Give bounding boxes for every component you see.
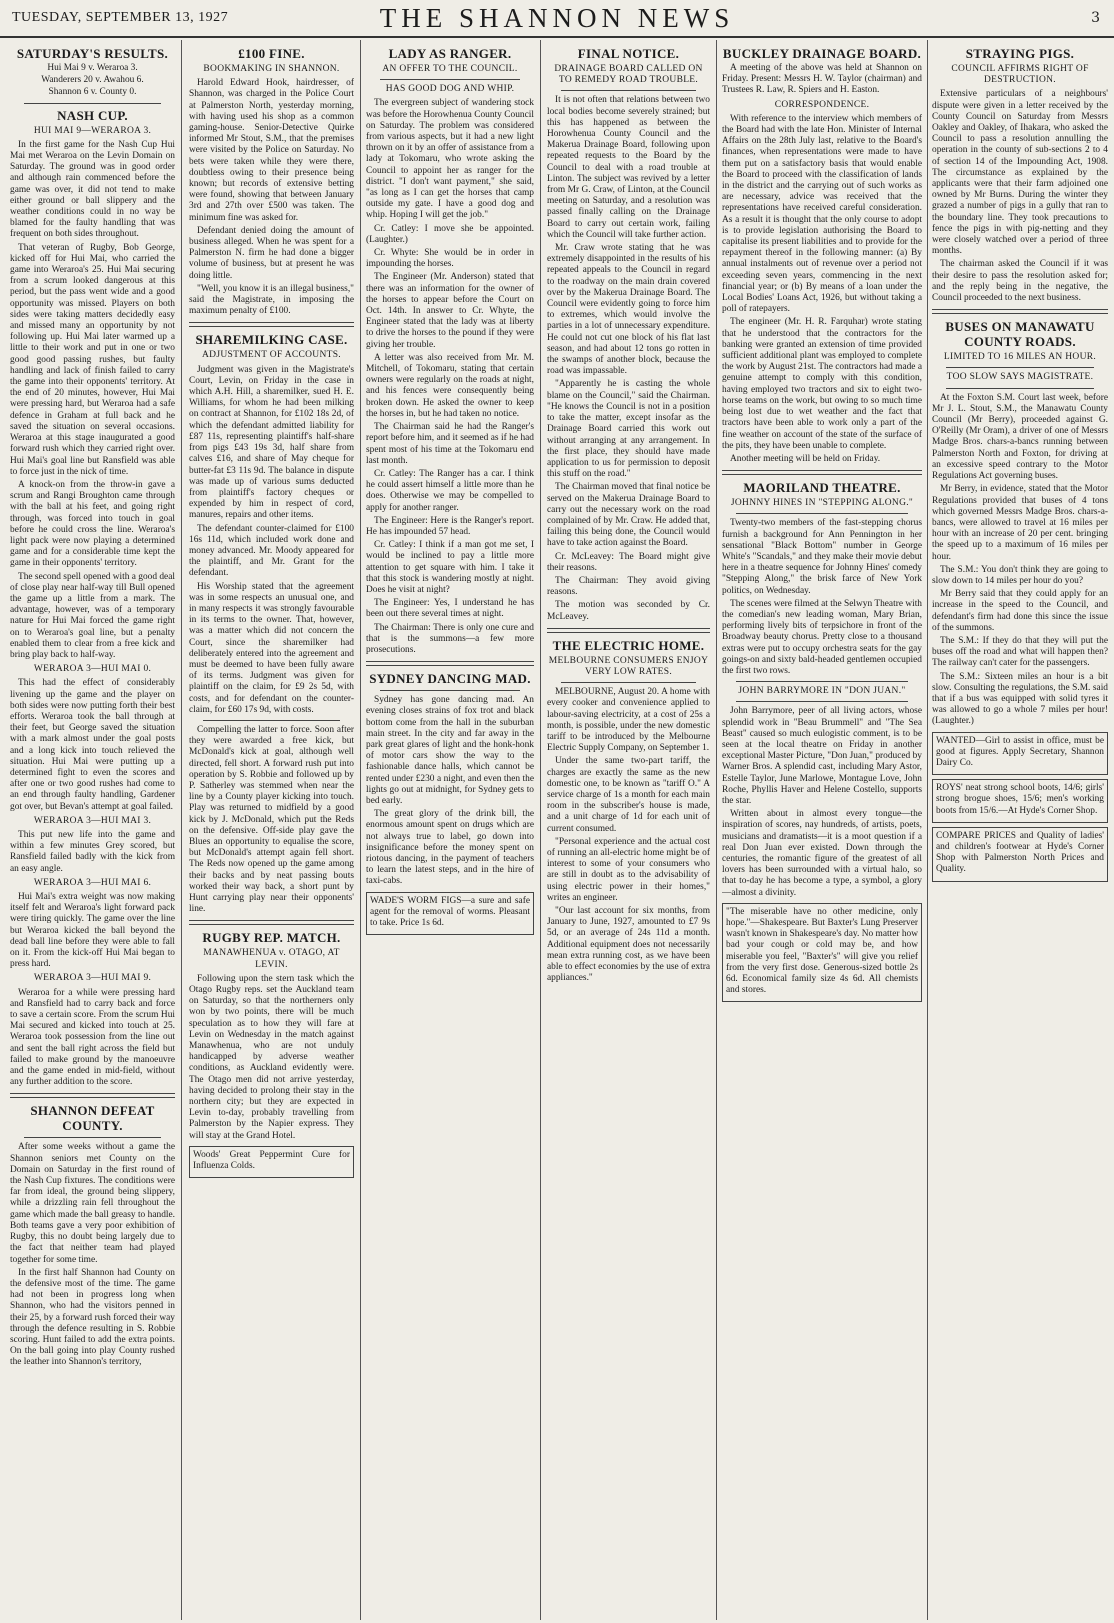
article-paragraph: Hui Mai's extra weight was now making itself felt and Weraroa's light forward pack were tiring quickly. The game over the line but Weraroa kicked the ball beyond the dead ball line before they were able to fall on it. From the kick-off Hui Mai began to press hard. [10,892,175,970]
subheading: TOO SLOW SAYS MAGISTRATE. [946,372,1094,383]
column-rule [360,40,361,1620]
advertisement [366,892,534,936]
result-line: Hui Mai 9 v. Weraroa 3. [47,63,138,73]
divider [189,920,354,925]
headline-shannon-defeat-county: SHANNON DEFEAT COUNTY. [30,1103,155,1134]
classified-ad [932,732,1108,776]
masthead [0,0,1114,38]
article-paragraph: The Chairman: There is only one cure and that is the summons—a few more prosecutions. [366,622,534,655]
divider [380,79,520,80]
article-paragraph: The Chairman moved that final notice be served on the Makerua Drainage Board to carry out the necessary work on the road complained of by Mr. Craw. He added that, failing this being done, the Council would have to take action against the Board. [547,482,710,549]
article-paragraph: This had the effect of considerably livening up the game and the player on both sides were now putting forth their best efforts. Weraroa took the ball through at their feet, but George saved the situation with a mark almost under the goal posts and a long kick into touch relieved the situation. Hui Mai were putting up a determined fight to even the scores and after one or two good rushes had come to an end through faulty handling, Gardener got over, but Bevan's attempt at goal failed. [10,678,175,812]
column-2 [189,42,354,1623]
article-paragraph: Judgment was given in the Magistrate's Court, Levin, on Friday in the case in which A.H. Hill, a sharemilker, sued H. E. Williams, for whom he had been milking on contract at Shannon, for £102 18s 2d, of which the defendant admitted liability for £87 11s, representing plaintiff's half-share from pigs £43 19s 3d, half share from calves £16, and share of May cheque for butter-fat £3 11s 9d. The balance in dispute was made up of various sums deducted from plaintiff's factory cheques or expended by him in respect of cord, manures, repairs and other items. [189,364,354,521]
article-paragraph: Cr. Catley: The Ranger has a car. I think he could assert himself a little more than he does. Otherwise we may be compelled to apply for another ranger. [366,468,534,513]
score-subheading: WERAROA 3—HUI MAI 0. [33,664,152,675]
article-paragraph: Cr. Catley: I think if a man got me set, I would be inclined to pay a little more attention to get square with him. I take it that this stock is wandering mostly at night. Does he visit at night? [366,540,534,595]
divider [24,1137,161,1138]
article-paragraph: The S.M.: If they do that they will put the buses off the road and what will happen then? The railway can't cater for the passengers. [932,635,1108,669]
divider [561,90,696,91]
headline-nash-cup: NASH CUP. [57,107,128,123]
divider [722,470,922,475]
score-subheading: WERAROA 3—HUI MAI 6. [33,877,152,888]
article-paragraph: Twenty-two members of the fast-stepping chorus furnish a background for Ann Pennington in her sensational "Black Bottom" number in George White's "Scandals," and they make their movie debut here in a theatre sequence for Johnny Hines' comedy "Stepping Along," the brisk farce of New York politics, on Wednesday. [722,518,922,596]
headline-buses-manawatu: BUSES ON MANAWATU COUNTY ROADS. [945,319,1095,350]
article-paragraph: Mr. Craw wrote stating that he was extremely disappointed in the results of his repeated appeals to the Council in regard to the roadway on the main drain covered over by the Makerua Drainage Board. The Council were evidently going to force him to extremes, which would involve the parties in a lot of unnecessary expenditure. He could not cut one block of his flat last season, and had about 12 tons go rotten in the swamps of another block, because the road was impassable. [547,243,710,377]
article-paragraph: After some weeks without a game the Shannon seniors met County on the Domain on Saturday in the first round of the Nash Cup fixtures. The conditions were far from ideal, the ground being slippery, while a drizzling rain fell throughout the game which made the ball greasy to handle. Both teams gave a very poor exhibition of Rugby, this no doubt being largely due to the fact that neither team had played together for some time. [10,1142,175,1265]
divider [366,661,534,666]
headline-saturdays-results: SATURDAY'S RESULTS. [16,46,169,61]
article-paragraph: The chairman asked the Council if it was their desire to pass the resolution asked for; and the reply being in the negative, the Council proceeded to the next business. [932,259,1108,304]
article-paragraph: The S.M.: You don't think they are going to slow down to 14 miles per hour do you? [932,564,1108,586]
divider [10,1093,175,1098]
column-rule [540,40,541,1620]
headline-lady-as-ranger: LADY AS RANGER. [388,46,512,61]
article-paragraph: Mr Berry, in evidence, stated that the Motor Regulations provided that buses of 4 tons which governed Messrs Madge Bros. chars-a-bancs, were allowed to travel at 16 miles per hour with an increase of 20 per cent. bringing the speed up to a maximum of 16 miles per hour. [932,484,1108,562]
headline-final-notice: FINAL NOTICE. [577,46,680,61]
article-paragraph: John Barrymore, peer of all living actors, whose splendid work in "Beau Brummell" and "The Sea Beast" caused so much eulogistic comment, is to be seen at the local theatre on Friday in another exceptional Master Picture, "Don Juan," produced by Warner Bros. A splendid cast, including Mary Astor, Estelle Taylor, June Marlowe, Montague Love, John Roche, Phyllis Haver and Helene Costello, supports the star. [722,706,922,806]
result-line: Wanderers 20 v. Awahou 6. [41,75,144,86]
article-paragraph: A knock-on from the throw-in gave a scrum and Rangi Broughton came through with the ball at his feet, and going right through, was forced into touch in goal before he could cross the line. Weraroa's light pack were now playing a determined game and for a considerable time kept the game in their opponents' territory. [10,479,175,569]
headline-sydney-dancing-mad: SYDNEY DANCING MAD. [369,671,531,687]
article-paragraph: Following upon the stern task which the Otago Rugby reps. set the Auckland team on Saturday, so that the northerners only won by two points, there will be much speculation as to how they will fare at Levin on Wednesday in the match against Manawhenua, who are not unduly handicapped by adverse weather conditions, as Auckland evidently were. The Otago men did not arrive yesterday, having decided to prolong their stay in the northern city; but they are expected in Levin to-day, probably travelling from Palmerston by the Napier express. They will stay at the Grand Hotel. [189,973,354,1141]
column-6 [932,42,1108,1623]
headline-rugby-rep-match: RUGBY REP. MATCH. [202,930,341,946]
article-paragraph: The S.M.: Sixteen miles an hour is a bit slow. Consulting the regulations, the S.M. said that if a bus was equipped with solid tyres it was allowed to go a whole 7 miles per hour! (Laughter.) [932,671,1108,727]
subheading: ADJUSTMENT OF ACCOUNTS. [202,350,341,361]
subheading-don-juan: JOHN BARRYMORE IN "DON JUAN." [738,686,906,697]
column-3 [366,42,534,1623]
article-paragraph: "Our last account for six months, from January to June, 1927, amounted to £7 9s 5d, or an average of 24s 11d a month. Additional equipment does not necessarily mean extra running cost, as we have been able to effect economies by the use of extra appliances." [547,906,710,984]
article-paragraph: "Personal experience and the actual cost of running an all-electric home might be of interest to some of your consumers who are still in doubt as to the advisability of using electric power in their homes," writes an engineer. [547,836,710,903]
subheading: MELBOURNE CONSUMERS ENJOY VERY LOW RATES. [548,655,709,677]
column-4 [547,42,710,1623]
divider [946,388,1094,389]
article-paragraph: The second spell opened with a good deal of close play near half-way till Bull opened the game up a little from a mark. The advantage, however, was of a temporary nature for Hui Mai forced the game right on to Weraroa's goal line, but a penalty enabled them to clear from a free kick and bring play back to half-way. [10,571,175,660]
article-paragraph: In the first half Shannon had County on the defensive most of the time. The game had not been in progress long when Shannon, who had the visitors penned in their 25, by a forward rush forced their way through the defence resulting in S. Robbie scoring. Hunt failed to add the extra points. On the ball going into play County rushed the leather into Shannon's territory, [10,1267,175,1368]
headline-buckley-drainage-board: BUCKLEY DRAINAGE BOARD. [722,46,922,61]
article-paragraph: His Worship stated that the agreement was in some respects an unusual one, and in many respects it was strongly favourable in its terms to the owner. That, however, was a matter which did not concern the Court, since the sharemilker had deliberately entered into the agreement and must be deemed to have been fully aware of its terms. Judgment was given for plaintiff on the claim, for £9 2s 5d, with costs, and for defendant on the counter-claim, for £60 17s 9d, with costs. [189,581,354,715]
article-paragraph: With reference to the interview which members of the Board had with the late Hon. Minister of Internal Affairs on the 28th July last, relative to the Board's finances, when representations were made to have them put on a satisfactory basis that would enable the Board to proceed with the classification of lands in the district and the carrying out of such works as are necessary, advice was received that the representations have received careful consideration. As a result it is thought that the only course to adopt is to provide legislation authorising the Board to capitalise its present liabilities and to provide for the repayment thereof in the following manner: (a) By annual instalments out of revenue over a period not exceeding seven years, commencing in the next financial year; or (b) By means of a loan under the Local Bodies' Loans Act, 1926, but without taking a poll of ratepayers. [722,113,922,315]
article-paragraph: A letter was also received from Mr. M. Mitchell, of Tokomaru, stating that certain owners were regularly on the roads at night, and his fences were consequently being broken down. He asked the owner to keep the horses in, but he had taken no notice. [366,352,534,419]
subheading: LIMITED TO 16 MILES AN HOUR. [943,352,1097,363]
newspaper-title: THE SHANNON NEWS [379,3,735,33]
headline-sharemilking-case: SHAREMILKING CASE. [195,332,348,348]
column-rule [927,40,928,1620]
article-paragraph: The motion was seconded by Cr. McLeavey. [547,600,710,622]
subheading: JOHNNY HINES IN "STEPPING ALONG." [730,498,914,509]
headline-straying-pigs: STRAYING PIGS. [965,46,1075,61]
subheading: AN OFFER TO THE COUNCIL. [382,64,518,74]
article-paragraph: The evergreen subject of wandering stock was before the Horowhenua County Council on Saturday. The problem was considered from various aspects, but it had a new light thrown on it by an offer of assistance from a lady at Tokomaru, who wrote asking the Council to appoint her as ranger for the district. "I don't want payment," she said, "as long as I can get the horses that camp outside my gate. I have a good dog and whip. Hoping I will get the job." [366,98,534,221]
article-paragraph: The great glory of the drink bill, the enormous amount spent on drugs which are not always true to label, go down into insignificance before the money spent on riotous dancing, in the payment of teachers to learn the latest steps, and in the hire of taxi-cabs. [366,809,534,887]
divider [561,682,696,683]
article-paragraph: Extensive particulars of a neighbours' dispute were given in a letter received by the County Council on Saturday from Messrs Oakley and Oakley, of Ihakara, who asked the Council to pass a resolution annulling the operation in the county of sub-sections 2 to 4 of section 14 of the Impounding Act, 1908. The circumstance as explained by the applicants were that their farm adjoined one owned by Mr Burns. During the winter they grazed a number of pigs in a gully that ran to the boundary line. They took precautions to fence the pigs in with pig-netting and they were closely watched over a period of three months. [932,89,1108,257]
article-paragraph: Cr. Whyte: She would be in order in impounding the horses. [366,248,534,270]
column-rule [716,40,717,1620]
article-paragraph: This put new life into the game and within a few minutes Grey scored, but Ransfield failed badly with the kick from an easy angle. [10,830,175,874]
divider [189,322,354,327]
article-paragraph: The Engineer: Here is the Ranger's report. He has impounded 57 head. [366,515,534,537]
article-paragraph: The Engineer (Mr. Anderson) stated that there was an information for the owner of the horses to appear before the Court on Oct. 14th. In answer to Cr. Whyte, the Engineer stated that the lady was at liberty to drive the horses to the pound if they were giving her trouble. [366,272,534,350]
article-paragraph: The Chairman: They avoid giving reasons. [547,575,710,598]
ad-text: Woods' Great Peppermint Cure for Influenza Colds. [193,1149,350,1172]
result-line: Shannon 6 v. County 0. [48,87,137,98]
article-paragraph: Another meeting will be held on Friday. [730,453,881,464]
article-paragraph: Mr Berry said that they could apply for an increase in the speed to the Council, and defendant's firm had done this since the issue of the summons. [932,589,1108,633]
divider [203,720,340,721]
subheading: HAS GOOD DOG AND WHIP. [385,84,515,95]
article-paragraph: Cr. Catley: I move she be appointed. (Laughter.) [366,223,534,245]
divider [547,628,710,633]
article-paragraph: Sydney has gone dancing mad. An evening closes strains of fox trot and black bottom come from the hall in the suburban main street. In the city and far away in the park great glares of light and the honk-honk of motor cars show the way to the fashionable dance halls, which cannot be rented under £230 a night, and even then the lights go out at midnight, for Sydney gets to bed early. [366,695,534,806]
article-paragraph: The Chairman said he had the Ranger's report before him, and it seemed as if he had spent most of his time at the Tokomaru end last month. [366,422,534,466]
issue-date: TUESDAY, SEPTEMBER 13, 1927 [12,10,229,25]
ad-text: WADE'S WORM FIGS—a sure and safe agent for the removal of worms. Pleasant to take. Price 1s 6d. [370,895,530,929]
divider [24,103,161,104]
headline-electric-home: THE ELECTRIC HOME. [552,637,705,653]
headline-100-fine: £100 FINE. [238,46,305,61]
column-1 [10,42,175,1623]
score-subheading: WERAROA 3—HUI MAI 9. [33,973,152,984]
article-paragraph: In the first game for the Nash Cup Hui Mai met Weraroa on the Levin Domain on Saturday. The ground was in good order and although rain commenced before the game was over, it did not tend to make either ground or ball slippery and the weather conditions could in no way be blamed for the faulty handling that was frequent on both sides throughout. [10,139,175,240]
article-paragraph: "Apparently he is casting the whole blame on the Council," said the Chairman. "He knows the Council is not in a position to take the matter, except insofar as the Drainage Board carried this work out without arranging at any arrangement. In the first place, they should have made application to us for permission to deposit this stuff on the road." [547,379,710,480]
article-paragraph: That veteran of Rugby, Bob George, kicked off for Hui Mai, who carried the game into Weraroa's 25. Hui Mai securing from a scrum looked dangerous at this period, but the pass went wide and a good opportunity was missed. Players on both sides were taking matters decidedly easy and missed many an opportunity by not following up. Hui Mai later warmed up a little to their work and put in one or two good good passing rushes, but faulty handling and lack of finish failed to carry the game into their opponents' territory. At the end of 20 minutes, however, Hui Mai were pressing hard, but Weraroa had a safe defence in Graham at full back and he saved the situation on several occasions. Weraroa at this stage inaugurated a good forward rush which they carried right over. Hui Mai's goal line but Ransfield was able to force just in the nick of time. [10,242,175,477]
page-number: 3 [1091,10,1100,26]
advertisement [722,903,922,1003]
subheading: CORRESPONDENCE. [774,99,870,110]
article-paragraph: At the Foxton S.M. Court last week, before Mr J. L. Stout, S.M., the Manawatu County Council (Mr Berry), proceeded against G. O'Reilly (Mr Oram), a driver of one of Messrs Madge Bros. chars-a-bancs running between Palmerston North and Foxton, for driving at an excessive speed contrary to the Motor Regulations Act governing buses. [932,392,1108,482]
article-paragraph: The defendant counter-claimed for £100 16s 11d, which included work done and money advanced. Mr. Moody appeared for the plaintiff, and Mr. Grant for the defendant. [189,523,354,579]
article-paragraph: The scenes were filmed at the Selwyn Theatre with the comedian's new leading woman, Mary Brian, performing lively bits of terpsichore in front of the Broadway beauty chorus. Pretty close to a thousand extras were put to occupy orchestra seats for the gay goings-on and sixty bald-headed gentlemen occupied the first two rows. [722,598,922,676]
score-subheading: WERAROA 3—HUI MAI 3. [33,815,152,826]
article-paragraph: MELBOURNE, August 20. A home with every cooker and convenience applied to labour-saving electricity, at a cost of 25s a month, is possible, under the new domestic tariff to be introduced by the Melbourne Electric Supply Company, on September 1. [547,687,710,754]
article-paragraph: Cr. McLeavey: The Board might give their reasons. [547,551,710,573]
article-paragraph: Harold Edward Hook, hairdresser, of Shannon, was charged in the Police Court at Palmerston North, yesterday morning, with having used his shop as a common gaming-house. Senior-Detective Quirke informed Mr Stout, S.M., that the premises were visited by the Police on Saturday. No bets were taken while they were there, doubtless owing to their presence being known; but records of extensive betting were found, showing that between January 3rd and 27th over £500 was taken. The minimum fine was asked for. [189,78,354,223]
subheading: COUNCIL AFFIRMS RIGHT OF DESTRUCTION. [951,64,1089,86]
subheading: MANAWHENUA v. OTAGO, AT LEVIN. [203,948,340,970]
article-paragraph: The Engineer: Yes, I understand he has been out there several times at night. [366,598,534,620]
article-paragraph: Defendant denied doing the amount of business alleged. When he was spent for a Palmerston N. firm he had done a bigger volume of business, but at present he was doing little. [189,225,354,281]
classified-ad [932,827,1108,882]
article-paragraph: The engineer (Mr. H. R. Farquhar) wrote stating that he understood that the contractors for the banking were granted an extension of time provided sufficient additional plant was employed to complete the work by August 21st. The contractors had made a genuine attempt to comply with this condition, having employed two tractors and six to eight two-horse teams on the work, but owing to so much time being lost due to wet weather and the fact that tractors have been able to work only a part of the fine weather on account of the state of the surface of the pits, they have been unable to complete. [722,317,922,451]
subheading: DRAINAGE BOARD CALLED ON TO REMEDY ROAD TROUBLE. [554,64,703,86]
ad-text: WANTED—Girl to assist in office, must be good at figures. Apply Secretary, Shannon Dairy Co. [936,735,1104,768]
advertisement [189,1146,354,1178]
divider [736,513,908,514]
subheading: HUI MAI 9—WERAROA 3. [33,125,152,136]
subheading: BOOKMAKING IN SHANNON. [203,64,340,74]
divider [736,701,908,702]
ad-text: COMPARE PRICES and Quality of ladies' and children's footwear at Hyde's Corner Shop with Palmerston North Prices and Quality. [936,830,1104,875]
article-paragraph: A meeting of the above was held at Shannon on Friday. Present: Messrs H. W. Taylor (chairman) and Trustees R. Law, R. Spiers and H. Easton. [722,63,922,96]
article-paragraph: Weraroa for a while were pressing hard and Ransfield had to carry back and force to save a certain score. From the scrum Hui Mai secured and kicked into touch at 25. Weraroa took possession from the line out and sent the ball right across the field but failed to make ground by the manoeuvre and the game ended in mid-field, without any further addition to the score. [10,987,175,1088]
divider [736,681,908,682]
divider [932,309,1108,314]
classified-ad [932,779,1108,823]
ad-text: "The miserable have no other medicine, only hope."—Shakespeare. But Baxter's Lung Preserver wasn't known in Shakespeare's day. No matter how bad your cough or cold may be, and how miserable you feel, "Baxter's" will give you relief from the very first dose. Generous-sized bottle 2s 6d. Economical family size 4s 6d. All chemists and stores. [726,906,918,996]
article-paragraph: Under the same two-part tariff, the charges are exactly the same as the new domestic one, to be known as "tariff O." A service charge of 1s a month for each main room in the subscriber's house is made, and a unit charge of 1d for each unit of current consumed. [547,756,710,834]
article-paragraph: "Well, you know it is an illegal business," said the Magistrate, in imposing the maximum penalty of £100. [189,283,354,317]
column-5 [722,42,922,1623]
divider [380,690,520,691]
column-rule [181,40,182,1620]
ad-text: ROYS' neat strong school boots, 14/6; girls' strong brogue shoes, 15/6; men's working boots from 15/6.—At Hyde's Corner Shop. [936,783,1104,816]
divider [946,367,1094,368]
article-paragraph: Written about in almost every tongue—the inspiration of scores, nay hundreds, of artists, poets, musicians and dramatists—it is a moot question if a real Don Juan ever existed. Down through the centuries, the romantic figure of the greatest of all lovers has been surrounded with a virtual halo, so that to-day he has become a type, a symbol, a glory—almost a divinity. [722,809,922,898]
headline-maoriland-theatre: MAORILAND THEATRE. [743,480,901,496]
article-paragraph: Compelling the latter to force. Soon after they were awarded a free kick, but McDonald's kick at goal, although well directed, fell short. A forward rush put into operation by S. Robbie and followed up by P. Satherley was stemmed when near the line by a County player kicking into touch. Play was returned to midfield by a good kick by J. McDonald, which put the Reds on the defensive. Off-side play gave the Blues an opportunity to equalise the score, but McDonald's attempt again fell short. The Reds now opened up the game among their backs and by neat passing bouts worked their way back, a short punt by Hunt carrying play near their opponents' line. [189,724,354,915]
article-paragraph: It is not often that relations between two local bodies become severely strained; but this has happened as between the Horowhenua County Council and the Makerua Drainage Board, following upon repeated requests to the Board by the Council to deal with a road trouble at Linton. The subject was revived by a letter from Mr G. Craw, of Linton, at the Council meeting on Saturday, and a resolution was passed finally calling on the Drainage Board to carry out certain work, failing which the Council will take further action. [547,95,710,240]
